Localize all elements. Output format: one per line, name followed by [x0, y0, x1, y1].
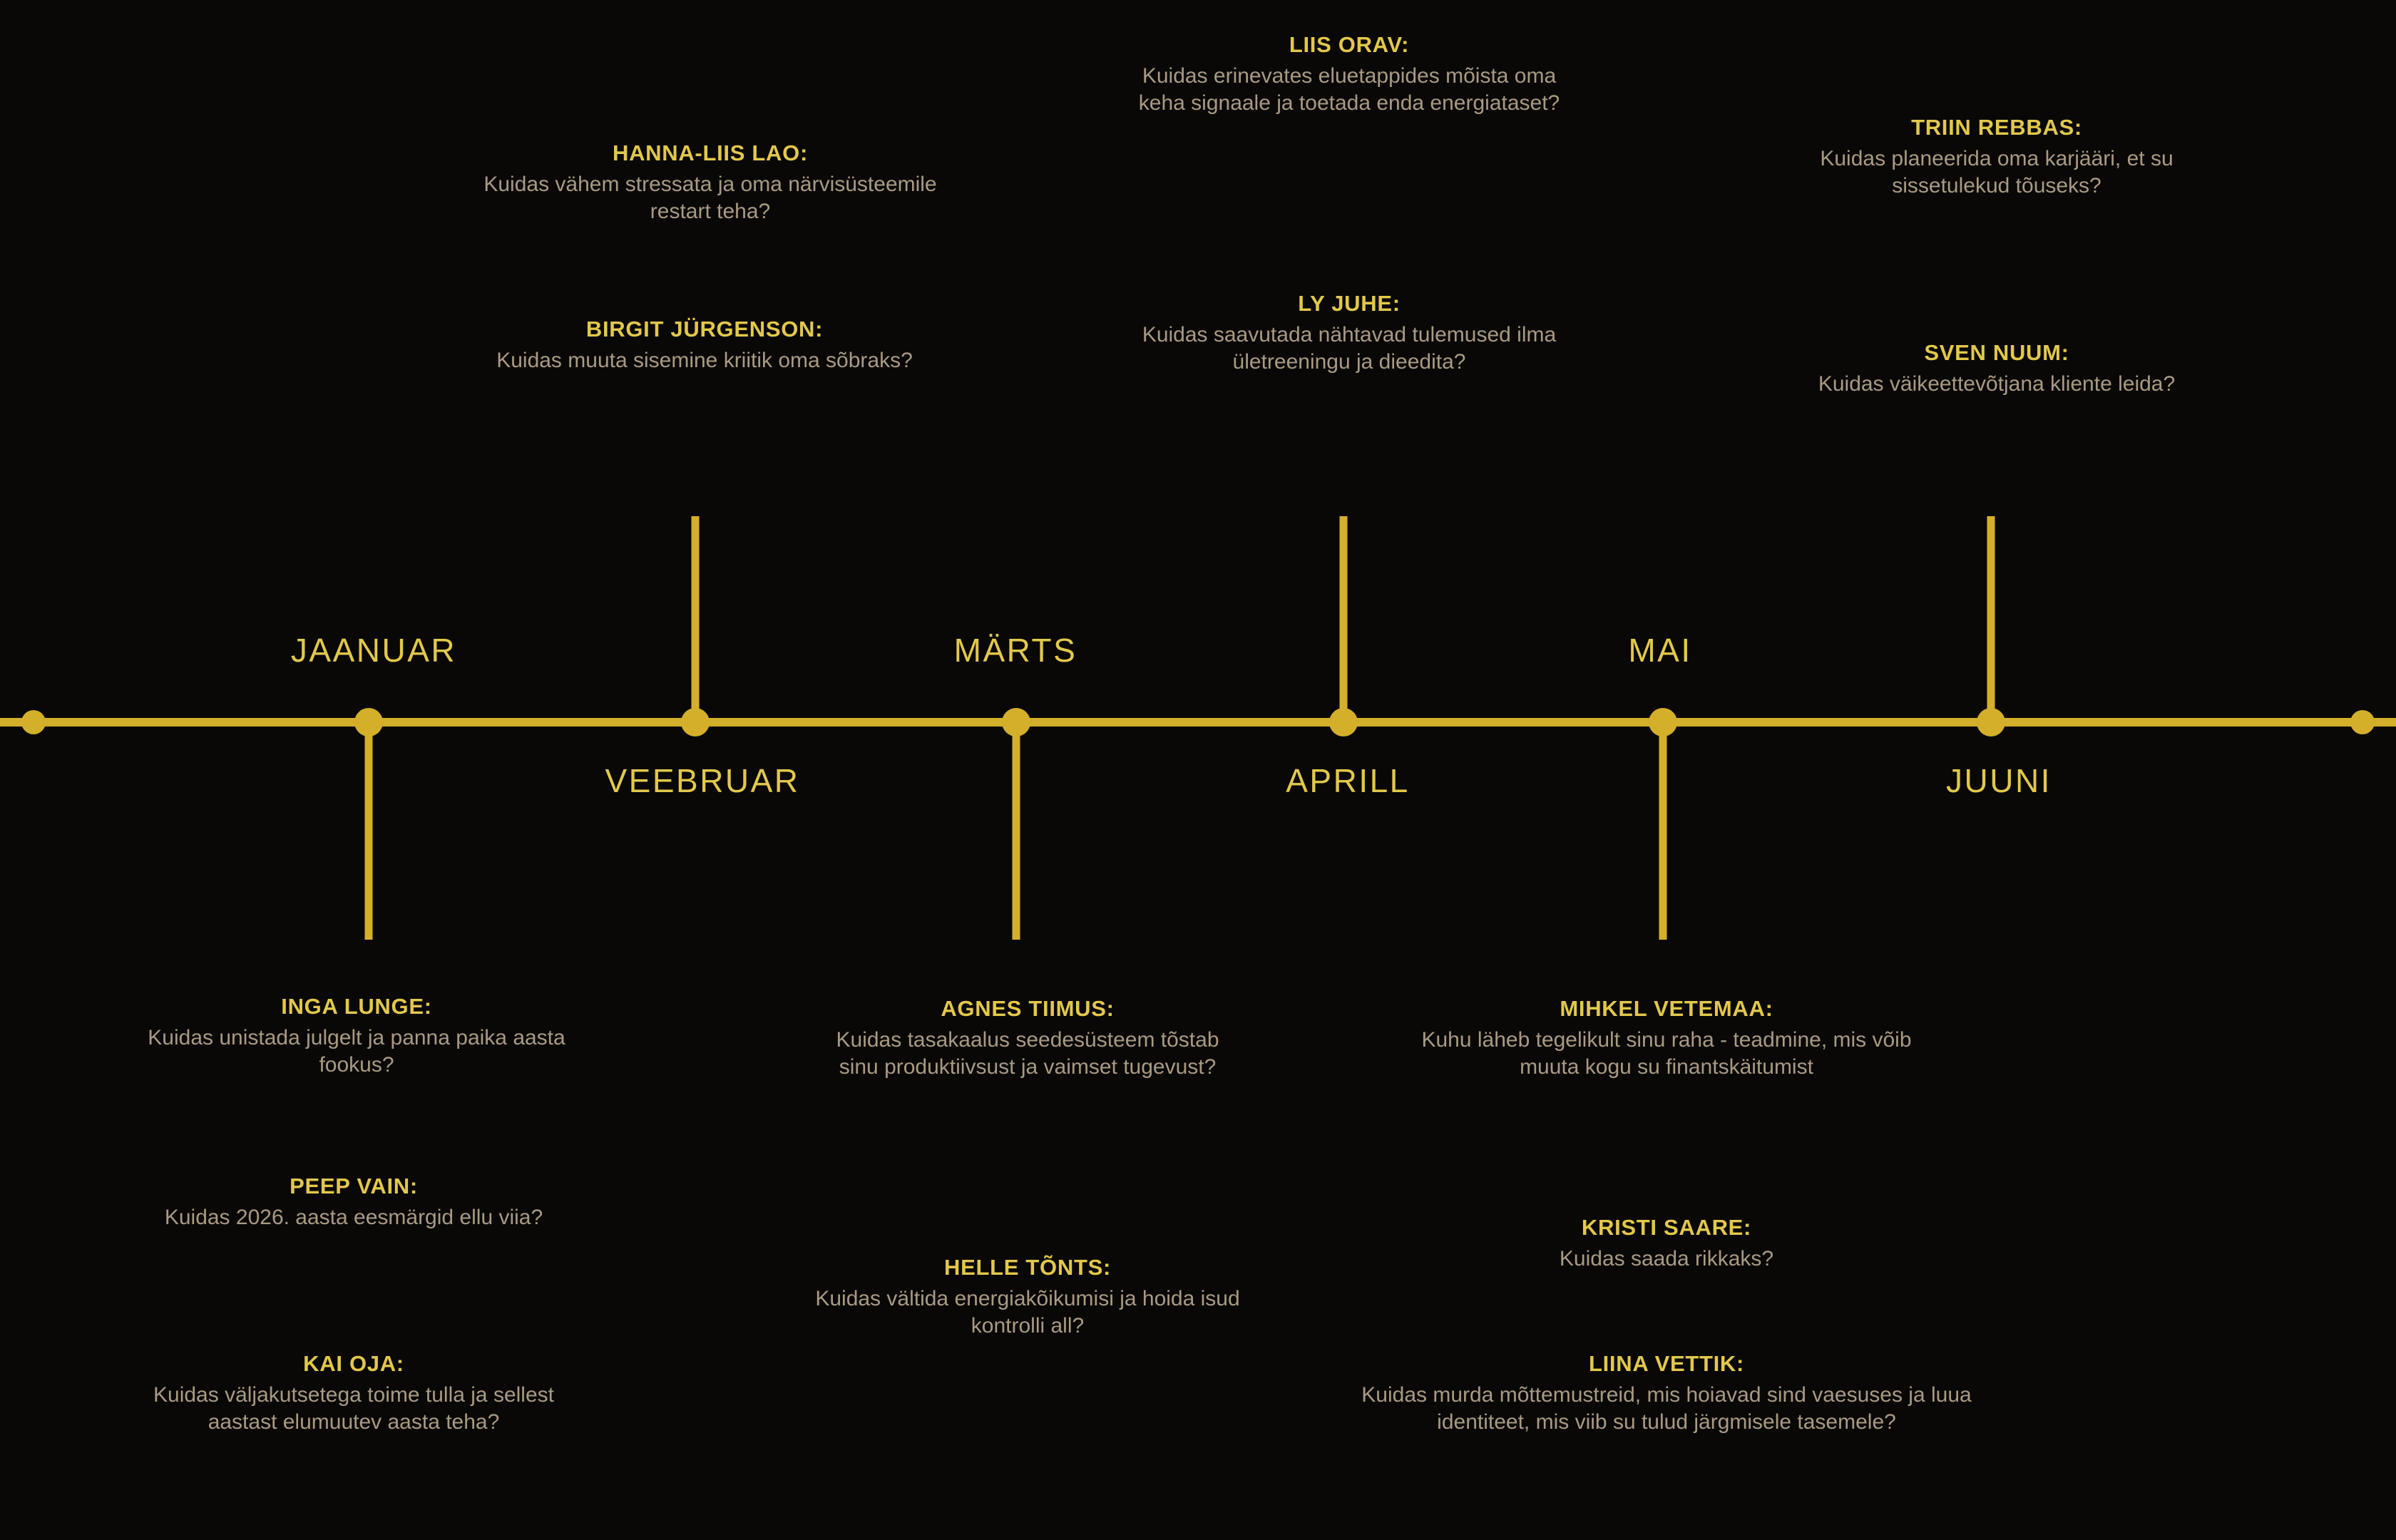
entry-name: HANNA-LIIS LAO:	[613, 140, 808, 165]
month-label-juuni: JUUNI	[1946, 762, 2052, 799]
entry-name: AGNES TIIMUS:	[941, 996, 1115, 1021]
entry-description: Kuidas väljakutsetega toime tulla ja sellest aastast elumuutev aasta teha?	[153, 1382, 554, 1434]
entry-kristi-saare	[1438, 1213, 1895, 1273]
entry-inga-lunge	[143, 992, 570, 1079]
entry-triin-rebbas	[1772, 113, 2221, 200]
entry-mihkel-vetemaa	[1417, 995, 1916, 1081]
entry-kai-oja	[133, 1350, 575, 1436]
entry-agnes-tiimus	[814, 995, 1241, 1081]
entry-name: HELLE TÕNTS:	[944, 1255, 1111, 1280]
entry-name: KRISTI SAARE:	[1581, 1215, 1752, 1240]
node-dot-january[interactable]	[354, 708, 383, 736]
entry-description: Kuidas murda mõttemustreid, mis hoiavad sind vaesuses ja luua identiteet, mis viib su tulud järgmisele tasemele?	[1361, 1382, 1972, 1434]
stem-april-up	[1340, 516, 1348, 723]
entry-name: LIINA VETTIK:	[1588, 1351, 1745, 1376]
entry-name: PEEP VAIN:	[290, 1174, 418, 1198]
entry-liis-orav	[1128, 31, 1570, 117]
entry-description: Kuhu läheb tegelikult sinu raha - teadmine, mis võib muuta kogu su finantskäitumist	[1421, 1027, 1912, 1079]
entry-description: Kuidas 2026. aasta eesmärgid ellu viia?	[164, 1205, 543, 1229]
entry-description: Kuidas vähem stressata ja oma närvisüsteemile restart teha?	[483, 172, 937, 224]
stem-may-down	[1659, 722, 1667, 940]
entry-description: Kuidas muuta sisemine kriitik oma sõbraks?	[496, 348, 913, 372]
entry-description: Kuidas saada rikkaks?	[1559, 1246, 1774, 1270]
month-label-mai: MAI	[1628, 632, 1692, 669]
entry-description: Kuidas erinevates eluetappides mõista oma keha signaale ja toetada enda energiataset?	[1138, 63, 1560, 115]
entry-name: INGA LUNGE:	[281, 994, 432, 1019]
entry-name: BIRGIT JÜRGENSON:	[585, 317, 824, 342]
entry-helle-tonts	[814, 1253, 1241, 1340]
node-dot-march[interactable]	[1002, 708, 1030, 736]
node-dot-june[interactable]	[1977, 708, 2005, 736]
month-label-aprill: APRILL	[1286, 762, 1410, 799]
entry-name: KAI OJA:	[303, 1351, 404, 1376]
entry-description: Kuidas tasakaalus seedesüsteem tõstab sinu produktiivsust ja vaimset tugevust?	[836, 1027, 1219, 1079]
entry-name: TRIIN REBBAS:	[1911, 115, 2082, 140]
entry-name: MIHKEL VETEMAA:	[1560, 996, 1773, 1021]
entry-description: Kuidas saavutada nähtavad tulemused ilma ületreeningu ja dieedita?	[1142, 322, 1557, 374]
stem-february-up	[692, 516, 700, 723]
node-dot-february[interactable]	[681, 708, 710, 736]
entry-description: Kuidas vältida energiakõikumisi ja hoida isud kontrolli all?	[815, 1286, 1240, 1338]
month-label-marts: MÄRTS	[953, 632, 1077, 669]
stem-january-down	[365, 722, 373, 940]
stem-june-up	[1987, 516, 1995, 723]
entry-name: SVEN NUUM:	[1924, 340, 2069, 365]
month-label-veebruar: VEEBRUAR	[605, 762, 800, 799]
stem-march-down	[1013, 722, 1020, 940]
node-dot-april[interactable]	[1329, 708, 1358, 736]
month-label-jaanuar: JAANUAR	[290, 632, 457, 669]
axis-end-cap	[2350, 710, 2375, 734]
entry-peep-vain	[154, 1172, 553, 1231]
entry-name: LY JUHE:	[1298, 291, 1401, 316]
entry-description: Kuidas unistada julgelt ja panna paika aasta fookus?	[148, 1025, 565, 1077]
entry-sven-nuum	[1783, 339, 2211, 398]
node-dot-may[interactable]	[1649, 708, 1677, 736]
entry-description: Kuidas planeerida oma karjääri, et su sissetulekud tõuseks?	[1820, 146, 2174, 198]
entry-ly-juhe	[1121, 289, 1577, 376]
entry-name: LIIS ORAV:	[1289, 32, 1410, 57]
entry-birgit-jurgenson	[483, 315, 926, 374]
entry-description: Kuidas väikeettevõtjana kliente leida?	[1818, 371, 2176, 396]
entry-hanna-liis-lao	[461, 139, 960, 225]
axis-start-cap	[21, 710, 46, 734]
entry-liina-vettik	[1360, 1350, 1973, 1436]
